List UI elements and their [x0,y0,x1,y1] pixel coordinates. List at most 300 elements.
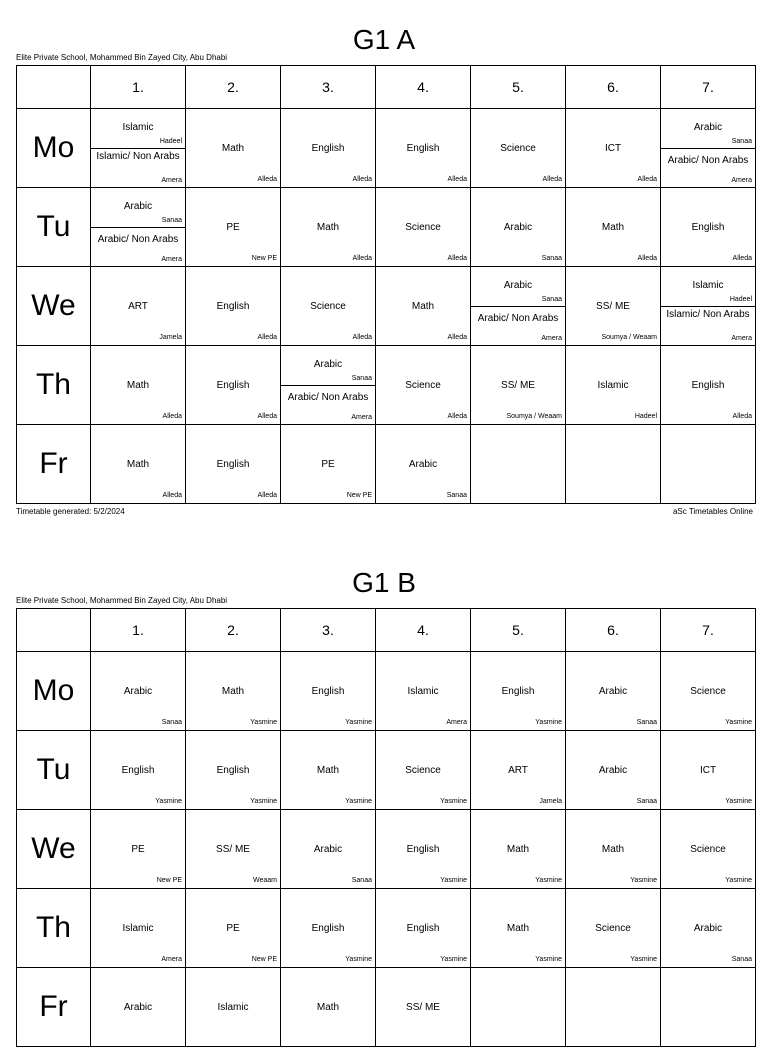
day-row [17,889,756,968]
lesson [376,968,470,1046]
subject-name: English [311,143,345,154]
lesson-cell [566,810,661,889]
teacher-name: Yasmine [345,719,372,726]
lesson-cell [281,346,376,425]
lesson-cell [281,188,376,267]
lesson [281,810,375,888]
lesson-group-2 [281,386,375,424]
lesson [186,731,280,809]
lesson [376,889,470,967]
period-header: 6. [566,66,661,109]
lesson-cell [281,810,376,889]
teacher-name: Yasmine [725,798,752,805]
subject-name: English [501,686,535,697]
subject-name: Arabic [693,923,723,934]
subject-name: Science [500,143,536,154]
lesson [91,425,185,503]
day-row [17,109,756,188]
subject-name: English [406,143,440,154]
day-label: Tu [17,188,91,267]
subject-name: Arabic [123,686,153,697]
subject-name: English [216,301,250,312]
lesson [91,188,185,266]
subject-name: Arabic/ Non Arabs [97,234,179,245]
lesson [661,188,755,266]
lesson-cell [471,810,566,889]
lesson [566,889,660,967]
lesson [186,810,280,888]
subject-name: English [311,686,345,697]
teacher-name: Alleda [542,176,562,183]
lesson-cell [471,731,566,810]
teacher-name: Amera [351,414,372,421]
lesson-cell [186,731,281,810]
lesson [281,652,375,730]
teacher-name: Yasmine [440,956,467,963]
subject-name: Islamic [122,122,154,133]
subject-name: SS/ ME [596,301,630,312]
subject-name: Arabic [313,844,343,855]
teacher-name: Alleda [447,413,467,420]
lesson-cell [661,810,756,889]
subject-name: English [406,844,440,855]
class-title: G1 B [352,567,416,598]
lesson [376,425,470,503]
subject-name: English [216,380,250,391]
teacher-name: Sanaa [636,798,657,805]
teacher-name: Amera [161,956,182,963]
day-label: Fr [17,968,91,1047]
period-header: 4. [376,66,471,109]
lesson-cell [376,968,471,1047]
subject-name: Arabic [503,222,533,233]
lesson [661,731,755,809]
teacher-name: Yasmine [345,956,372,963]
lesson-cell [376,889,471,968]
lesson [186,652,280,730]
lesson [376,267,470,345]
lesson [471,109,565,187]
lesson-cell [471,968,566,1047]
lesson-cell [566,109,661,188]
teacher-name: Alleda [447,334,467,341]
day-row [17,267,756,346]
teacher-name: Yasmine [630,877,657,884]
teacher-name: Sanaa [731,138,752,145]
lesson [91,731,185,809]
teacher-name: Sanaa [161,719,182,726]
lesson-cell [281,109,376,188]
subject-name: PE [226,222,240,233]
teacher-name: New PE [251,956,277,963]
lesson [376,652,470,730]
lesson [471,652,565,730]
teacher-name: Yasmine [535,719,562,726]
lesson [661,425,755,503]
lesson-group-2 [661,307,755,345]
lesson-group-1 [91,188,185,228]
subject-name: Science [690,686,726,697]
lesson-group-1 [661,109,755,149]
subject-name: Math [506,844,530,855]
lesson-cell [471,652,566,731]
teacher-name: Yasmine [155,798,182,805]
lesson [281,968,375,1046]
lesson [566,425,660,503]
teacher-name: Jamela [539,798,562,805]
teacher-name: Alleda [352,334,372,341]
day-row [17,810,756,889]
lesson [566,188,660,266]
teacher-name: Yasmine [725,719,752,726]
period-header: 3. [281,609,376,652]
lesson-cell [91,188,186,267]
lesson-cell [376,425,471,504]
class-title: G1 A [352,24,416,55]
lesson [471,810,565,888]
lesson [186,889,280,967]
lesson-cell [281,731,376,810]
lesson-cell [91,731,186,810]
teacher-name: Sanaa [541,255,562,262]
lesson [186,188,280,266]
lesson-cell [186,968,281,1047]
corner-cell [17,66,91,109]
subject-name: English [691,222,725,233]
lesson [281,188,375,266]
lesson-cell [281,267,376,346]
day-row [17,731,756,810]
lesson-cell [186,889,281,968]
teacher-name: Sanaa [541,296,562,303]
teacher-name: Hadeel [159,138,182,145]
header-row [17,66,756,109]
lesson-cell [91,346,186,425]
teacher-name: Yasmine [440,877,467,884]
software-credit: aSc Timetables Online [672,507,753,516]
lesson [91,109,185,187]
teacher-name: Soumya / Weaam [506,413,562,420]
teacher-name: Soumya / Weaam [601,334,657,341]
lesson-cell [661,188,756,267]
lesson-cell [281,889,376,968]
period-header: 4. [376,609,471,652]
subject-name: SS/ ME [501,380,535,391]
lesson-cell [661,652,756,731]
period-header: 5. [471,66,566,109]
subject-name: Arabic/ Non Arabs [667,155,749,166]
teacher-name: Sanaa [446,492,467,499]
teacher-name: Alleda [352,176,372,183]
subject-name: PE [131,844,145,855]
lesson [281,267,375,345]
day-label: Th [17,346,91,425]
subject-name: Science [405,765,441,776]
teacher-name: Sanaa [351,877,372,884]
subject-name: Arabic [313,359,343,370]
subject-name: PE [321,459,335,470]
subject-name: Math [411,301,435,312]
teacher-name: Alleda [257,334,277,341]
lesson [91,968,185,1046]
lesson-cell [376,346,471,425]
lesson-group-2 [661,149,755,187]
day-row [17,652,756,731]
day-label: Mo [17,109,91,188]
period-header: 2. [186,66,281,109]
lesson [186,425,280,503]
subject-name: Science [690,844,726,855]
school-name: Elite Private School, Mohammed Bin Zayed City, Abu Dhabi [16,53,228,62]
subject-name: Math [316,222,340,233]
teacher-name: Yasmine [250,798,277,805]
teacher-name: Alleda [257,413,277,420]
lesson [376,810,470,888]
subject-name: Arabic [503,280,533,291]
school-name: Elite Private School, Mohammed Bin Zayed City, Abu Dhabi [16,596,228,605]
teacher-name: Amera [731,335,752,342]
lesson-cell [661,425,756,504]
lesson-cell [186,810,281,889]
lesson-cell [471,267,566,346]
lesson [661,889,755,967]
subject-name: Science [405,222,441,233]
subject-name: Science [595,923,631,934]
lesson [566,968,660,1046]
lesson [566,652,660,730]
lesson-cell [91,889,186,968]
lesson [471,267,565,345]
timetable-grid [16,65,756,504]
lesson-cell [661,109,756,188]
teacher-name: Alleda [257,492,277,499]
lesson [376,346,470,424]
teacher-name: Alleda [352,255,372,262]
lesson [471,968,565,1046]
lesson-cell [661,267,756,346]
teacher-name: New PE [156,877,182,884]
teacher-name: Alleda [257,176,277,183]
teacher-name: Alleda [732,255,752,262]
subject-name: SS/ ME [406,1002,440,1013]
subject-name: Math [221,686,245,697]
lesson-cell [186,188,281,267]
lesson [91,267,185,345]
teacher-name: Alleda [637,176,657,183]
lesson-cell [471,346,566,425]
subject-name: Science [405,380,441,391]
lesson-cell [566,731,661,810]
lesson [281,889,375,967]
lesson-cell [661,346,756,425]
lesson-cell [186,346,281,425]
teacher-name: Alleda [637,255,657,262]
teacher-name: Jamela [159,334,182,341]
subject-name: ICT [604,143,622,154]
lesson-cell [376,267,471,346]
lesson-cell [471,188,566,267]
teacher-name: Alleda [162,492,182,499]
teacher-name: Yasmine [250,719,277,726]
lesson-cell [661,968,756,1047]
teacher-name: Amera [446,719,467,726]
lesson-group-1 [91,109,185,149]
period-header: 6. [566,609,661,652]
teacher-name: Yasmine [630,956,657,963]
day-row [17,425,756,504]
lesson [661,810,755,888]
teacher-name: Amera [731,177,752,184]
subject-name: Math [601,222,625,233]
lesson [566,267,660,345]
lesson [91,889,185,967]
period-header: 7. [661,609,756,652]
subject-name: English [216,459,250,470]
lesson [91,652,185,730]
subject-name: Science [310,301,346,312]
lesson [376,188,470,266]
lesson-cell [281,968,376,1047]
header-row [17,609,756,652]
period-header: 5. [471,609,566,652]
subject-name: Islamic [597,380,629,391]
day-label: We [17,810,91,889]
subject-name: Math [601,844,625,855]
subject-name: ICT [699,765,717,776]
subject-name: Arabic/ Non Arabs [287,392,369,403]
subject-name: Arabic [693,122,723,133]
lesson-cell [566,889,661,968]
lesson [661,346,755,424]
teacher-name: Hadeel [729,296,752,303]
lesson [281,425,375,503]
teacher-name: Amera [161,256,182,263]
subject-name: PE [226,923,240,934]
lesson-cell [376,810,471,889]
subject-name: English [121,765,155,776]
lesson [471,425,565,503]
period-header: 7. [661,66,756,109]
subject-name: Islamic [692,280,724,291]
lesson-group-2 [91,228,185,266]
lesson [566,810,660,888]
teacher-name: Sanaa [161,217,182,224]
lesson-group-2 [471,307,565,345]
teacher-name: Sanaa [731,956,752,963]
lesson-cell [91,109,186,188]
lesson-group-1 [661,267,755,307]
teacher-name: Weaam [253,877,277,884]
teacher-name: Sanaa [636,719,657,726]
lesson-group-2 [91,149,185,187]
subject-name: ART [508,765,528,776]
day-label: We [17,267,91,346]
lesson-cell [376,731,471,810]
teacher-name: Amera [161,177,182,184]
day-label: Th [17,889,91,968]
subject-name: English [216,765,250,776]
teacher-name: Alleda [447,176,467,183]
subject-name: English [406,923,440,934]
lesson-cell [186,652,281,731]
period-header: 1. [91,609,186,652]
teacher-name: Hadeel [634,413,657,420]
lesson [281,731,375,809]
day-label: Mo [17,652,91,731]
timetable-grid [16,608,756,1047]
subject-name: English [311,923,345,934]
corner-cell [17,609,91,652]
lesson [376,109,470,187]
subject-name: Islamic [217,1002,249,1013]
lesson-cell [471,109,566,188]
lesson [91,346,185,424]
period-header: 1. [91,66,186,109]
lesson-cell [281,652,376,731]
subject-name: Islamic [122,923,154,934]
teacher-name: Alleda [447,255,467,262]
lesson [281,346,375,424]
subject-name: Arabic [598,765,628,776]
lesson-cell [281,425,376,504]
lesson-cell [91,810,186,889]
teacher-name: New PE [346,492,372,499]
subject-name: ART [128,301,148,312]
lesson [661,267,755,345]
lesson-group-1 [471,267,565,307]
lesson-cell [566,346,661,425]
lesson [186,346,280,424]
day-row [17,346,756,425]
subject-name: Arabic [408,459,438,470]
period-header: 3. [281,66,376,109]
lesson [471,188,565,266]
lesson-cell [471,425,566,504]
subject-name: Math [221,143,245,154]
lesson [566,109,660,187]
lesson-cell [566,968,661,1047]
subject-name: SS/ ME [216,844,250,855]
lesson-cell [376,188,471,267]
lesson-cell [186,267,281,346]
lesson [471,889,565,967]
subject-name: Islamic/ Non Arabs [96,151,180,162]
lesson-cell [91,652,186,731]
lesson [661,652,755,730]
lesson [186,968,280,1046]
teacher-name: Yasmine [535,956,562,963]
lesson-cell [91,267,186,346]
lesson-group-1 [281,346,375,386]
lesson-cell [566,652,661,731]
subject-name: Arabic [123,1002,153,1013]
lesson [376,731,470,809]
lesson-cell [186,425,281,504]
subject-name: Math [126,380,150,391]
lesson [186,267,280,345]
day-row [17,968,756,1047]
lesson-cell [661,889,756,968]
lesson [471,731,565,809]
lesson [471,346,565,424]
subject-name: English [691,380,725,391]
generated-date: Timetable generated: 5/2/2024 [16,507,125,516]
teacher-name: Sanaa [351,375,372,382]
lesson [186,109,280,187]
teacher-name: New PE [251,255,277,262]
lesson-cell [566,188,661,267]
day-row [17,188,756,267]
